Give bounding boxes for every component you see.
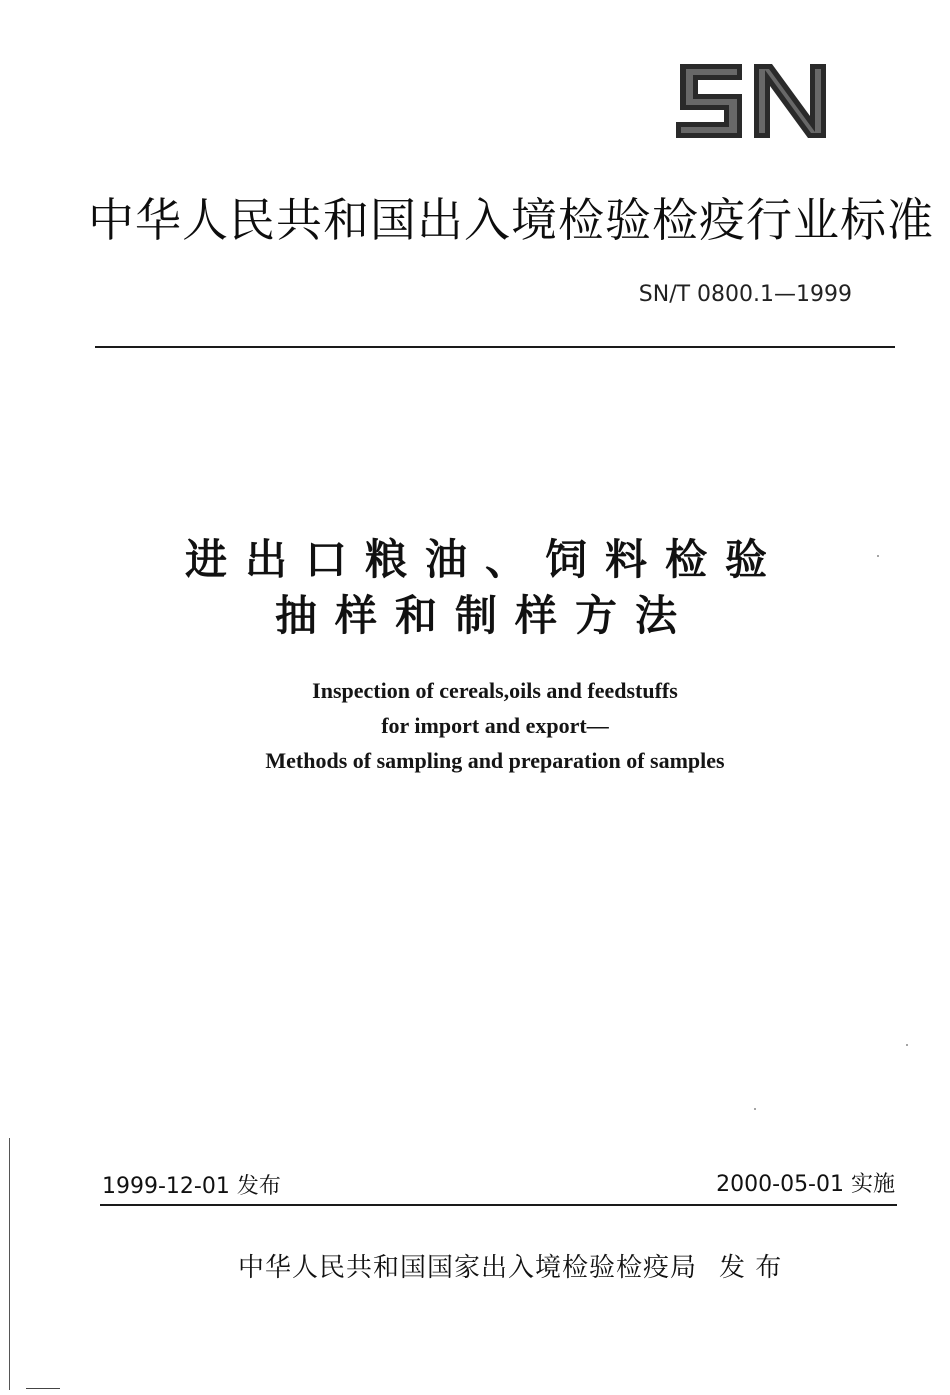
english-title-line-2: for import and export— [381,713,609,738]
english-title-line-1: Inspection of cereals,oils and feedstuffs [312,678,678,703]
scan-speck [877,555,879,557]
scan-edge-line [9,1138,10,1390]
scan-speck [906,1044,908,1046]
footer-divider [100,1204,897,1206]
standard-number: SN/T 0800.1—1999 [638,282,852,307]
chinese-title-line-1: 进出口粮油、饲料检验 [184,535,785,584]
issue-date: 1999-12-01 发布 [102,1174,281,1199]
header-divider [95,346,895,348]
chinese-title-line-2: 抽样和制样方法 [274,591,695,640]
issuer-action: 发 布 [719,1253,783,1283]
issuer-name: 中华人民共和国国家出入境检验检疫局 [238,1253,698,1283]
scan-speck [754,1108,756,1110]
issuing-authority [238,1250,782,1286]
organization-title: 中华人民共和国出入境检验检疫行业标准 [88,193,934,247]
sn-logo [672,60,830,142]
effective-date: 2000-05-01 实施 [716,1172,895,1197]
scan-corner-mark [26,1388,60,1389]
english-title-line-3: Methods of sampling and preparation of samples [265,748,725,773]
